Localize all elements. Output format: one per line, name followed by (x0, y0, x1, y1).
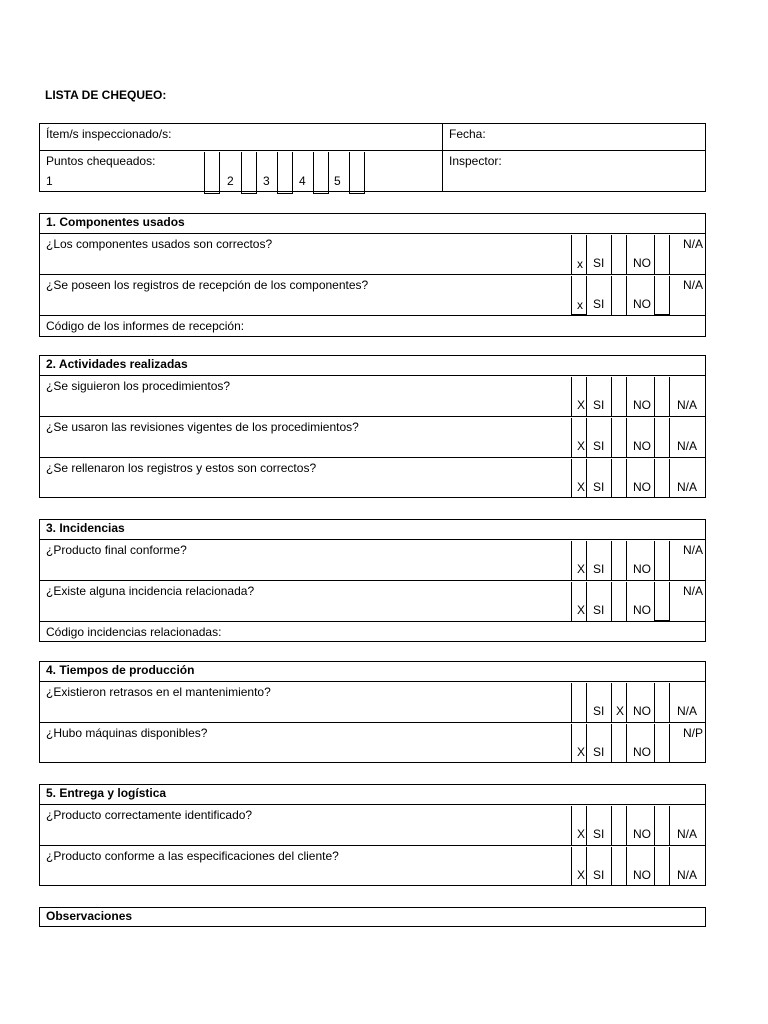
si-label: SI (593, 745, 605, 759)
no-checkbox[interactable] (611, 806, 627, 845)
no-checkbox[interactable] (611, 541, 627, 580)
si-checkbox[interactable] (571, 683, 587, 722)
si-check-mark: X (577, 827, 586, 841)
section-actividades (39, 355, 706, 498)
section-title: 5. Entrega y logística (46, 786, 167, 800)
question-text: ¿Se poseen los registros de recepción de los componentes? (46, 278, 369, 292)
si-check-mark: X (577, 745, 586, 759)
no-label: NO (633, 256, 651, 270)
si-label: SI (593, 827, 605, 841)
question-text: ¿Se rellenaron los registros y estos son correctos? (46, 461, 317, 475)
items-label: Ítem/s inspeccionado/s: (46, 127, 172, 141)
point-4-label: 4 (299, 174, 306, 188)
info-divider (442, 124, 443, 191)
na-checkbox[interactable] (654, 459, 670, 498)
na-label: N/A (683, 237, 704, 251)
si-check-mark: X (577, 439, 586, 453)
si-check-mark: X (577, 603, 586, 617)
no-check-mark: X (616, 704, 625, 718)
question-text: ¿Producto correctamente identificado? (46, 808, 253, 822)
si-label: SI (593, 562, 605, 576)
question-row (40, 804, 705, 845)
footer-label: Código incidencias relacionadas: (46, 625, 222, 639)
footer-row (40, 315, 705, 337)
section-componentes (39, 213, 706, 337)
date-label: Fecha: (449, 127, 486, 141)
na-checkbox[interactable] (654, 683, 670, 722)
no-checkbox[interactable] (611, 276, 627, 315)
section-header (40, 662, 705, 681)
section-incidencias (39, 519, 706, 642)
no-label: NO (633, 704, 651, 718)
point-2-checkbox[interactable] (241, 152, 257, 194)
no-checkbox[interactable] (611, 459, 627, 498)
points-label: Puntos chequeados: (46, 154, 156, 168)
na-label: N/A (677, 439, 698, 453)
footer-row (40, 621, 705, 642)
question-text: ¿Producto conforme a las especificaciones del cliente? (46, 849, 339, 863)
info-row-points (40, 150, 705, 192)
si-label: SI (593, 704, 605, 718)
na-label: N/A (677, 480, 698, 494)
no-checkbox[interactable] (611, 847, 627, 886)
section-tiempos (39, 661, 706, 763)
no-label: NO (633, 398, 651, 412)
page-title: LISTA DE CHEQUEO: (45, 88, 167, 102)
si-check-mark: x (577, 257, 583, 271)
section-title: 4. Tiempos de producción (46, 663, 195, 677)
observations-label: Observaciones (46, 909, 133, 923)
no-label: NO (633, 603, 651, 617)
si-label: SI (593, 256, 605, 270)
si-label: SI (593, 603, 605, 617)
si-check-mark: X (577, 868, 586, 882)
section-title: 2. Actividades realizadas (46, 357, 188, 371)
si-check-mark: x (577, 298, 583, 312)
na-checkbox[interactable] (654, 806, 670, 845)
na-label: N/A (677, 398, 698, 412)
section-header (40, 214, 705, 233)
na-checkbox[interactable] (654, 418, 670, 457)
question-row (40, 375, 705, 416)
si-label: SI (593, 480, 605, 494)
no-label: NO (633, 868, 651, 882)
no-checkbox[interactable] (611, 377, 627, 416)
section-entrega (39, 784, 706, 886)
no-label: NO (633, 439, 651, 453)
question-row (40, 722, 705, 763)
si-label: SI (593, 868, 605, 882)
si-label: SI (593, 398, 605, 412)
na-label: N/A (683, 278, 704, 292)
si-label: SI (593, 439, 605, 453)
section-header (40, 785, 705, 804)
na-checkbox[interactable] (654, 377, 670, 416)
question-text: ¿Existieron retrasos en el mantenimiento? (46, 685, 271, 699)
na-label: N/A (677, 704, 698, 718)
na-label: N/A (677, 827, 698, 841)
point-3-checkbox[interactable] (277, 152, 293, 194)
point-1-label: 1 (46, 174, 53, 188)
section-header (40, 356, 705, 375)
section-title: 1. Componentes usados (46, 215, 185, 229)
footer-label: Código de los informes de recepción: (46, 319, 245, 333)
na-label: N/A (683, 543, 704, 557)
no-label: NO (633, 827, 651, 841)
no-checkbox[interactable] (611, 582, 627, 621)
no-checkbox[interactable] (611, 418, 627, 457)
question-text: ¿Producto final conforme? (46, 543, 187, 557)
section-title: 3. Incidencias (46, 521, 125, 535)
question-text: ¿Los componentes usados son correctos? (46, 237, 273, 251)
question-text: ¿Se siguieron los procedimientos? (46, 379, 231, 393)
question-row (40, 416, 705, 457)
na-checkbox[interactable] (654, 235, 670, 274)
question-row (40, 580, 705, 621)
no-label: NO (633, 745, 651, 759)
question-text: ¿Hubo máquinas disponibles? (46, 726, 208, 740)
info-table (39, 123, 706, 192)
si-label: SI (593, 297, 605, 311)
question-row (40, 681, 705, 722)
question-row (40, 233, 705, 274)
question-row (40, 539, 705, 580)
na-checkbox[interactable] (654, 276, 670, 315)
si-check-mark: X (577, 562, 586, 576)
question-text: ¿Existe alguna incidencia relacionada? (46, 584, 255, 598)
np-label: N/P (683, 726, 704, 740)
si-check-mark: X (577, 480, 586, 494)
no-checkbox[interactable] (611, 235, 627, 274)
no-checkbox[interactable] (611, 724, 627, 763)
na-label: N/A (677, 868, 698, 882)
point-1-checkbox[interactable] (204, 152, 220, 194)
point-5-label: 5 (334, 174, 341, 188)
no-label: NO (633, 297, 651, 311)
info-row-items (40, 124, 705, 150)
na-label: N/A (683, 584, 704, 598)
na-checkbox[interactable] (654, 847, 670, 886)
inspector-label: Inspector: (449, 154, 502, 168)
question-text: ¿Se usaron las revisiones vigentes de los procedimientos? (46, 420, 359, 434)
na-checkbox[interactable] (654, 582, 670, 621)
point-2-label: 2 (227, 174, 234, 188)
observations-box[interactable] (39, 907, 706, 927)
na-checkbox[interactable] (654, 724, 670, 763)
point-3-label: 3 (263, 174, 270, 188)
point-4-checkbox[interactable] (313, 152, 329, 194)
no-label: NO (633, 480, 651, 494)
question-row (40, 274, 705, 315)
point-5-checkbox[interactable] (349, 152, 365, 194)
no-label: NO (633, 562, 651, 576)
na-checkbox[interactable] (654, 541, 670, 580)
section-header (40, 520, 705, 539)
si-check-mark: X (577, 398, 586, 412)
question-row (40, 845, 705, 886)
question-row (40, 457, 705, 498)
